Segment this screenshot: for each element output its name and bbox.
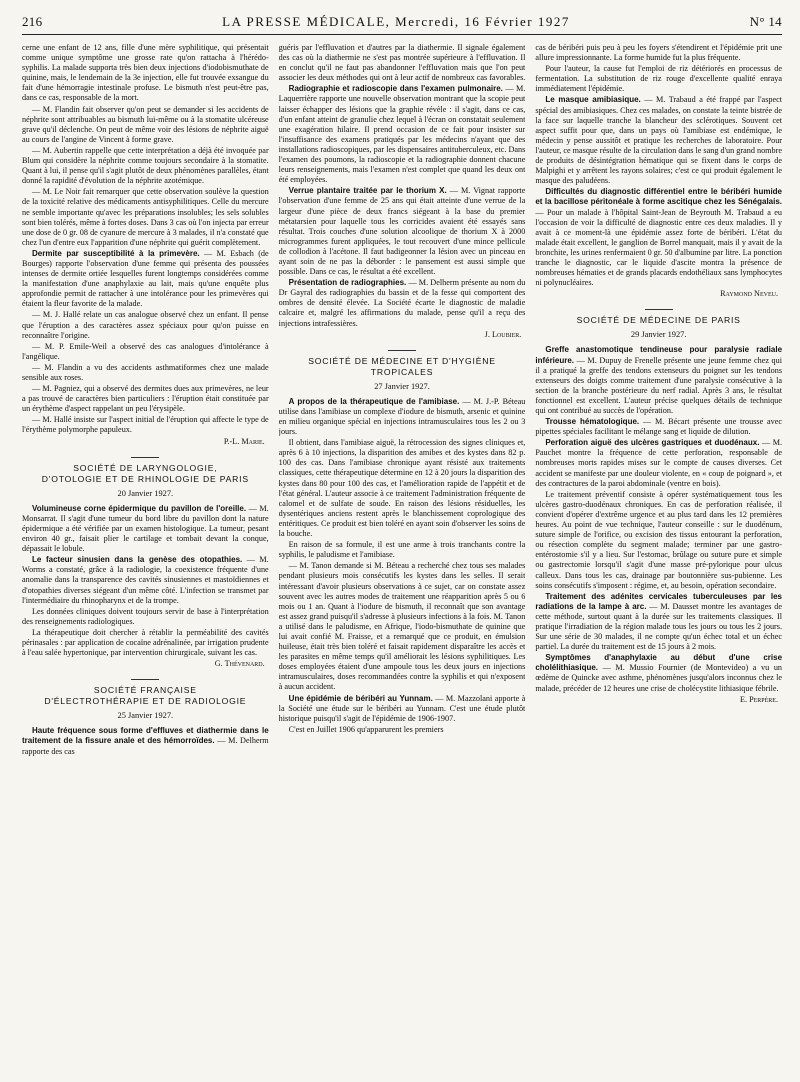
paragraph-text: — M. Pauchet montre la fréquence de cette perforation, responsable de nombreuses morts rapides mises sur le compte de causes diverses. Cet accident se manifeste par une douleur violente, en « coup de poignard », et des contractures de la paroi abdominale (ventre en bois). <box>535 438 782 488</box>
section-date: 27 Janvier 1927. <box>374 381 430 391</box>
article-heading: Présentation de radiographies. <box>288 278 407 288</box>
paragraph: Pour l'auteur, la cause fut l'emploi de riz détériorés en processus de fermentation. La substitution de riz rouge d'excellente qualité enraya immédiatement l'épidémie. <box>535 64 782 94</box>
article-heading: Le masque amibiasique. <box>545 95 641 105</box>
paragraph-text: — M. J.-P. Béteau utilise dans l'amibiase un complexe d'iodure de bismuth, arsenic et quinine en milieu organique spécial en injections intramusculaires tous les 2 ou 3 jours. <box>278 396 526 437</box>
signature: P.-L. Marie. <box>223 436 265 446</box>
paragraph <box>22 555 269 605</box>
paragraph-text: — M. Dupuy de Frenelle présente une jeune femme chez qui il a pratiqué la greffe des tendons extenseurs du poignet sur les tendons extenseurs des doigts comme traitement d'une paralysie consécutive à la section de la branche postérieure du nerf radial. Après 3 ans, le résultat fonctionnel est excellent. L'auteur précise quelques détails de technique qui ont contribué au succès de l'opération. <box>535 355 782 415</box>
article-heading: Verrue plantaire traitée par le thorium X. <box>288 186 447 196</box>
paragraph <box>535 345 782 416</box>
section-title-line: SOCIÉTÉ DE LARYNGOLOGIE, <box>73 462 218 473</box>
section-title-line: SOCIÉTÉ DE MÉDECINE DE PARIS <box>576 315 741 326</box>
section-divider <box>131 457 159 458</box>
paragraph: — M. Flandin a vu des accidents asthmatiformes chez une malade sensible aux roses. <box>22 362 269 382</box>
section-divider <box>645 309 673 310</box>
columns <box>22 43 782 1073</box>
journal-title: LA PRESSE MÉDICALE, Mercredi, 16 Février 1927 <box>222 14 570 29</box>
section-date: 20 Janvier 1927. <box>117 488 174 498</box>
paragraph <box>535 438 782 488</box>
paragraph <box>535 187 782 288</box>
paragraph: — M. J. Hallé relate un cas analogue observé chez un enfant. Il pense que l'éruption a des caractères assez spéciaux pour qu'on puisse en reconnaître l'origine. <box>22 310 269 340</box>
paragraph: La thérapeutique doit chercher à rétablir la perméabilité des cavités périnasales : par application de cocaïne adrénalinée, par irrigation prudente à l'eau salée hypertonique, par intervention chirurgicale, suivant les cas. <box>22 627 269 658</box>
section-heading <box>22 679 269 707</box>
paragraph-text: — Pour un malade à l'hôpital Saint-Jean de Beyrouth M. Trabaud a eu l'occasion de voir la difficulté de diagnostic entre ces deux maladies. Il y avait à ce moment-là une épidémie assez forte de béribéri. L'état du malade était excellent, le ganglion de Borrel manquait, mais il y avait de la bronchite, les urines renfermaient 0 gr. 50 d'albumine par litre. La ponction tranche le diagnostic, car le liquide d'ascite montra la présence de nombreuses hématies et de grands placards endothéliaux sans lymphocytes ni polynucléaires. <box>535 207 782 288</box>
article-heading: Haute fréquence sous forme d'effluves et diathermie dans le traitement de la fissure anale et des hémorroïdes. <box>22 726 269 746</box>
paragraph-text: — M. Delherm rapporte des cas <box>22 736 269 756</box>
paragraph <box>535 95 782 186</box>
article-heading: Le facteur sinusien dans la genèse des otopathies. <box>32 555 243 565</box>
paragraph <box>279 397 526 437</box>
paragraph <box>279 694 526 724</box>
paragraph-text: — M. Laquerrière rapporte une nouvelle observation montrant que la scopie peut laisser échapper des lésions que la graphie révèle : il s'agit, dans ce cas, d'un enfant atteint de granulie chez lequel à l'écran on constatait seulement une exagération hilaire. Il prend occasion de ce fait pour insister sur l'insuffisance des examens pratiqués par les médecins n'ayant que des installations radioscopiques, par les dispensaires antituberculeux, etc. Dans l'examen des poumons, la radioscopie et la radiographie donnent chacune leurs renseignements, mais l'examen n'est complet que quand les deux ont été employées. <box>278 84 526 185</box>
paragraph: cas de béribéri puis peu à peu les foyers s'étendirent et l'épidémie prit une allure impressionnante. La forme humide fut la plus fréquente. <box>535 43 782 63</box>
article-heading: Greffe anastomotique tendineuse pour paralysie radiale inférieure. <box>535 345 782 365</box>
article-heading: Trousse hématologique. <box>545 417 640 427</box>
paragraph: — M. P. Emile-Weil a observé des cas analogues d'intolérance à l'angélique. <box>22 341 269 361</box>
paragraph: guéris par l'effluvation et d'autres par la diathermie. Il signale également des cas où la diathermie ne s'est pas montrée supérieure à l'effluvation. Il en conclut qu'il ne faut pas abandonner l'effluvation mais que l'on peut associer les deux méthodes qui ont à leur actif de nombreux cas favorables. <box>278 43 526 83</box>
article-heading: A propos de la thérapeutique de l'amibiase. <box>288 396 460 406</box>
column-2 <box>279 43 526 1073</box>
article-heading: Dermite par susceptibilité à la primevère. <box>32 248 200 258</box>
paragraph <box>22 249 269 310</box>
paragraph <box>535 592 782 653</box>
paragraph: cerne une enfant de 12 ans, fille d'une mère syphilitique, qui présentait comme unique symptôme une grosse rate qu'on rattacha à l'hérédo-syphilis. La malade supporta très bien deux injections d'iodobismuthate de quinine, mais, le lendemain de la 3e injection, elle fut trouvée exsangue du fait d'une hémorragie intestinale profuse. Le bismuth n'est peut-être pas, dans ce cas, responsable de la mort. <box>22 43 269 103</box>
section-title-line: SOCIÉTÉ DE MÉDECINE ET D'HYGIÈNE TROPICALES <box>308 355 496 377</box>
paragraph <box>279 84 526 185</box>
section-title-line: SOCIÉTÉ FRANÇAISE <box>93 685 197 696</box>
paragraph <box>535 417 782 437</box>
section-title-line: D'OTOLOGIE ET DE RHINOLOGIE DE PARIS <box>41 473 249 484</box>
column-3 <box>535 43 782 1073</box>
section-divider <box>388 350 416 351</box>
signature: E. Perpère. <box>739 694 779 704</box>
paragraph-text: — M. Vignat rapporte l'observation d'une femme de 25 ans qui était atteinte d'une verrue de la largeur d'une pièce de deux francs siégeant à la base du premier métatarsien pour laquelle tous les corricides avaient été essayés sans résultat. Trois couches d'une solution alcoolique de thorium X à 2000 microgrammes furent appliquées, le tout recouvert d'une mince pellicule de collodion à l'acétone. Il faut badigeonner la lésion avec un pinceau en ayant soin de ne pas la déborder : le pansement est aussi simple que possible. Dans ce cas, le résultat a été excellent. <box>278 186 526 277</box>
paragraph: — M. Hallé insiste sur l'aspect initial de l'éruption qui affecte le type de l'érythème polymorphe papuleux. <box>22 415 269 435</box>
paragraph-text: — M. Worms a constaté, grâce à la radiologie, la coexistence fréquente d'une anomalie dans la transparence des cavités sinusiennes et mastoïdiennes et d'otopathies diverses siégeant d'un même côté. L'infection se transmet par l'intermédiaire du rhinopharynx et de la trompe. <box>22 555 269 605</box>
paragraph-text: — M. Esbach (de Bourges) rapporte l'observation d'une femme qui présenta des poussées intenses de dermite ortiée lesquelles furent longtemps considérées comme la manifestation d'une anaphylaxie au lait, mais qu'une enquête plus approfondie permit de rattacher à une intolérance pour les primevères qui étaient la fleur favorite de la malade. <box>22 248 269 309</box>
paragraph-text: — M. Dausset montre les avantages de cette méthode, surtout quant à la durée sur les traitements classiques. Il pratique l'irradiation de la région malade tous les jours ou tous les 2 jours. Sur une série de 30 malades, il ne compte qu'un échec total et un échec partiel. La durée du traitement est de 15 jours à 2 mois. <box>535 601 782 652</box>
paragraph-text: — M. Mussio Fournier (de Montevideo) a vu un œdème de Quincke avec asthme, phénomènes jusqu'alors inconnus chez le malade, précéder de 12 heures une crise de cholécystite lithiasique fébrile. <box>535 663 782 693</box>
paragraph <box>279 278 526 328</box>
paragraph: Il obtient, dans l'amibiase aiguë, la rétrocession des signes cliniques et, après 6 à 10 injections, la disparition des amibes et des kystes dans 82 p. 100 des cas. Dans l'amibiase chronique ayant résisté aux traitements classiques, cette thérapeutique détermine en 12 à 20 jours la disparition des kystes dans 80 pour 100 des cas, et l'amélioration rapide de l'appétit et de l'état général. L'auteur associe à ce traitement l'administration fréquente de calomel et de sulfate de soude. En raison des lésions résiduelles, les dysentériques anciens restent après le blanchissement coprologique des entéritiques. Ce produit est bien toléré en ayant soin d'observer les soins de la bouche. <box>278 438 526 539</box>
paragraph: Les données cliniques doivent toujours servir de base à l'interprétation des renseignements radiologiques. <box>22 606 269 626</box>
section-heading <box>22 457 269 485</box>
article-heading: Difficultés du diagnostic différentiel entre le béribéri humide et la bacillose péritonéale à forme ascitique chez les Sénégalais. <box>535 187 782 207</box>
paragraph: En raison de sa formule, il est une arme à trois tranchants contre la syphilis, le paludisme et l'amibiase. <box>278 540 526 560</box>
paragraph-text: — M. Bécart présente une trousse avec pipettes spéciales facilitant le mélange sang et liquide de dilution. <box>535 417 782 437</box>
issue-number: N° 14 <box>749 14 782 29</box>
paragraph <box>535 653 782 693</box>
section-divider <box>131 679 159 680</box>
section-heading <box>279 350 526 378</box>
paragraph <box>22 726 269 756</box>
paragraph: Le traitement préventif consiste à opérer systématiquement tous les ulcères gastro-duodénaux chroniques. En cas de perforation réalisée, il convient d'opérer d'extrême urgence et au plus tard dans les 12 premières heures. Au point de vue technique, l'auteur conseille : sur le duodénum, suture simple de l'orifice, ou excision des tissus entourant la perforation, ou résection complète du segment malade; terminer par une gastro-entérostomie s'il y a lieu. Sur l'estomac, brûlage ou suture pure et simple ou gastrectomie lorsqu'il s'agit d'une masse pré-pylorique pour ulcus calleux. Dans tous les cas, drainage par boutonnière sus-pubienne. Les soins consécutifs s'imposent : régime, et, au besoin, opération secondaire. <box>535 489 782 590</box>
article-heading: Radiographie et radioscopie dans l'examen pulmonaire. <box>288 84 503 94</box>
article-heading: Perforation aiguë des ulcères gastriques et duodénaux. <box>545 438 760 448</box>
signature: G. Thévenard. <box>214 659 265 669</box>
paragraph-text: — M. Trabaud a été frappé par l'aspect spécial des amibiasiques. Chez ces malades, on constate la teinte bistrée de la face sur laquelle tranche la blancheur des sclérotiques. Souvent cet aspect suffit pour que, dans un pays où l'amibiase est endémique, le médecin y pense aussitôt et pratique les recherches de laboratoire. Pour l'auteur, ce masque résulte de la circulation dans le sang d'un grand nombre de produits de désintégration hématique qui se fixent dans le corps de Malpighi et y arrêtent les rayons solaires; c'est ce qui produit également le masque des paludéens. <box>535 95 782 186</box>
column-1 <box>22 43 269 1073</box>
signature: Raymond Neveu. <box>720 289 779 299</box>
paragraph: — M. Pagniez, qui a observé des dermites dues aux primevères, ne leur a pas trouvé de caractères bien particuliers : l'éruption était constituée par un érythème d'aspect rappelant un peu l'érysipèle. <box>22 384 269 414</box>
page-header <box>22 14 782 35</box>
paragraph <box>22 504 269 554</box>
paragraph: C'est en Juillet 1906 qu'apparurent les premiers <box>288 724 444 734</box>
article-heading: Traitement des adénites cervicales tuberculeuses par les radiations de la lampe à arc. <box>535 591 782 611</box>
paragraph-text: — M. Monsarrat. Il s'agit d'une tumeur du bord libre du pavillon dont la nature épidermique a été vérifiée par un examen histologique. La tumeur, pesant environ 40 gr., faisait plier le cartilage et tombait devant la conque, dépassait le lobule. <box>22 503 269 554</box>
article-heading: Une épidémie de béribéri au Yunnam. <box>288 693 433 703</box>
article-heading: Symptômes d'anaphylaxie au début d'une crise cholélithiasique. <box>535 653 782 673</box>
section-title-line: D'ÉLECTROTHÉRAPIE ET DE RADIOLOGIE <box>44 696 247 707</box>
paragraph: — M. Flandin fait observer qu'on peut se demander si les accidents de néphrite sont attribuables au bismuth lui-même ou à la stomatite ulcéreuse grave qu'il déclenche. On peut de même voir des lésions de néphrite aiguë au cours de l'angine de Vincent à forme grave. <box>22 104 269 144</box>
section-date: 29 Janvier 1927. <box>630 330 687 340</box>
paragraph: — M. Tanon demande si M. Béteau a recherché chez tous ses malades pendant plusieurs mois consécutifs les kystes dans les selles. Il serait intéressant d'avoir plusieurs observations à ce sujet, car on constate assez souvent avec les autres modes de traitement une réapparition après 5 ou 6 mois ou 1 an. Quant à l'iodure de bismuth, il reconnaît que son avantage est assez grand puisqu'il s'adresse à plusieurs infections à la fois. M. Tanon a utilisé dans le paludisme, en Afrique, l'iodo-bismuthate de quinine que lui avait confié M. Fraisse, et a remarqué que ce produit, en émulsion huileuse, était très bien toléré et faisait rapidement disparaître les accès et les parasites en même temps qu'il améliorait les lésions syphilitiques. Les doses employées étaient d'une ampoule tous les deux jours en injections intramusculaires, doses recommandées contre la syphilis et qui n'exposent à aucun accident. <box>278 561 526 692</box>
page-number: 216 <box>22 14 43 29</box>
paragraph-text: — M. Mazzolani apporte à la Société une étude sur le béribéri au Yunnam. C'est une étude plutôt historique puisqu'il s'agit de l'épidémie de 1906-1907. <box>278 693 526 723</box>
section-date: 25 Janvier 1927. <box>117 711 174 721</box>
signature: J. Loubier. <box>484 329 522 339</box>
paragraph-text: — M. Delherm présente au nom du Dr Gayral des radiographies du bassin et de la fesse qui comportent des ombres de densité élevée. La Société écarte le diagnostic de maladie calcaire et, malgré les affirmations du malade, pense qu'il a reçu des injections intrafessières. <box>278 278 526 328</box>
section-heading <box>535 309 782 326</box>
paragraph: — M. Le Noir fait remarquer que cette observation soulève la question de la toxicité relative des médicaments antisyphilitiques. Celle du mercure ne semble importante qu'avec les préparations insolubles; les sels solubles sont bien tolérés, même à fortes doses. Dans 3 cas où l'on injecta par erreur une dose de 0 gr. 08 de cyanure de mercure à 3 malades, il n'a constaté que chez l'un d'entre eux l'apparition d'une néphrite qui guérit complètement. <box>22 187 269 247</box>
paragraph <box>279 186 526 277</box>
paragraph: — M. Aubertin rappelle que cette interprétation a déjà été invoquée par Blum qui considère la néphrite comme toujours secondaire à la stomatite. Quant à lui, il pense qu'il s'agit plutôt de deux phénomènes parallèles, étant donné la rapidité d'évolution de la néphrite azotémique. <box>22 145 269 186</box>
article-heading: Volumineuse corne épidermique du pavillon de l'oreille. <box>32 503 247 513</box>
